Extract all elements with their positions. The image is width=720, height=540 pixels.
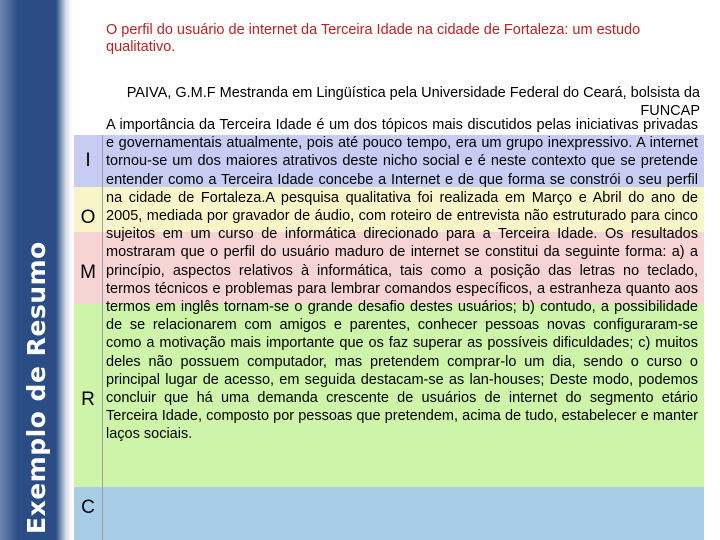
band-conclusion bbox=[74, 487, 704, 540]
section-letter-method: M bbox=[80, 262, 96, 283]
sidebar-bar bbox=[0, 0, 72, 540]
abstract-body: A importância da Terceira Idade é um dos tópicos mais discutidos pelas iniciativas privadas e governamentais atualmente, pois até pouco tempo, era um grupo inexpressivo. A internet tornou-se um dos maiores atrativos deste nicho social e é neste contexto que se pretende entender como a Terceira Idade concebe a Internet e de que forma se constrói o seu perfil na cidade de Fortaleza.A pesquisa qualitativa foi realizada em Março e Abril do ano de 2005, mediada por gravador de áudio, com roteiro de entrevista não estruturado para cinco sujeitos em um curso de informática direcionado para a Terceira Idade. Os resultados mostraram que o perfil do usuário maduro de internet se constitui da seguinte forma: a) a princípio, aspectos relativos à informática, tais como a posição das letras no teclado, termos técnicos e problemas para lembrar comandos específicos, a estranheza quanto aos termos em inglês tornam-se o grande desafio destes usuários; b) contudo, a possibilidade de se relacionarem com amigos e parentes, conhecer pessoas novas configuraram-se como a motivação mais importante que os faz superar as possíveis dificuldades; c) muitos deles não possuem computador, mas pretendem comprar-lo um dia, sendo o curso o principal lugar de acesso, em seguida destacam-se as lan-houses; Deste modo, podemos concluir que há uma demanda crescente de usuários de internet do segmento etário Terceira Idade, composto por pessoas que pretendem, acima de tudo, estabelecer e manter laços sociais. bbox=[106, 117, 698, 443]
section-letter-results: R bbox=[81, 389, 95, 410]
abstract-title: O perfil do usuário de internet da Terceira Idade na cidade de Fortaleza: um estudo qualitativo. bbox=[106, 22, 641, 55]
section-letter-introduction: I bbox=[85, 150, 91, 171]
author-line: PAIVA, G.M.F Mestranda em Lingüística pela Universidade Federal do Ceará, bolsista da FUNCAP bbox=[126, 85, 700, 119]
column-separator bbox=[102, 135, 103, 540]
section-letter-conclusion: C bbox=[81, 497, 95, 518]
vertical-title: Exemplo de Resumo bbox=[22, 241, 51, 534]
section-letter-objective: O bbox=[80, 207, 96, 228]
